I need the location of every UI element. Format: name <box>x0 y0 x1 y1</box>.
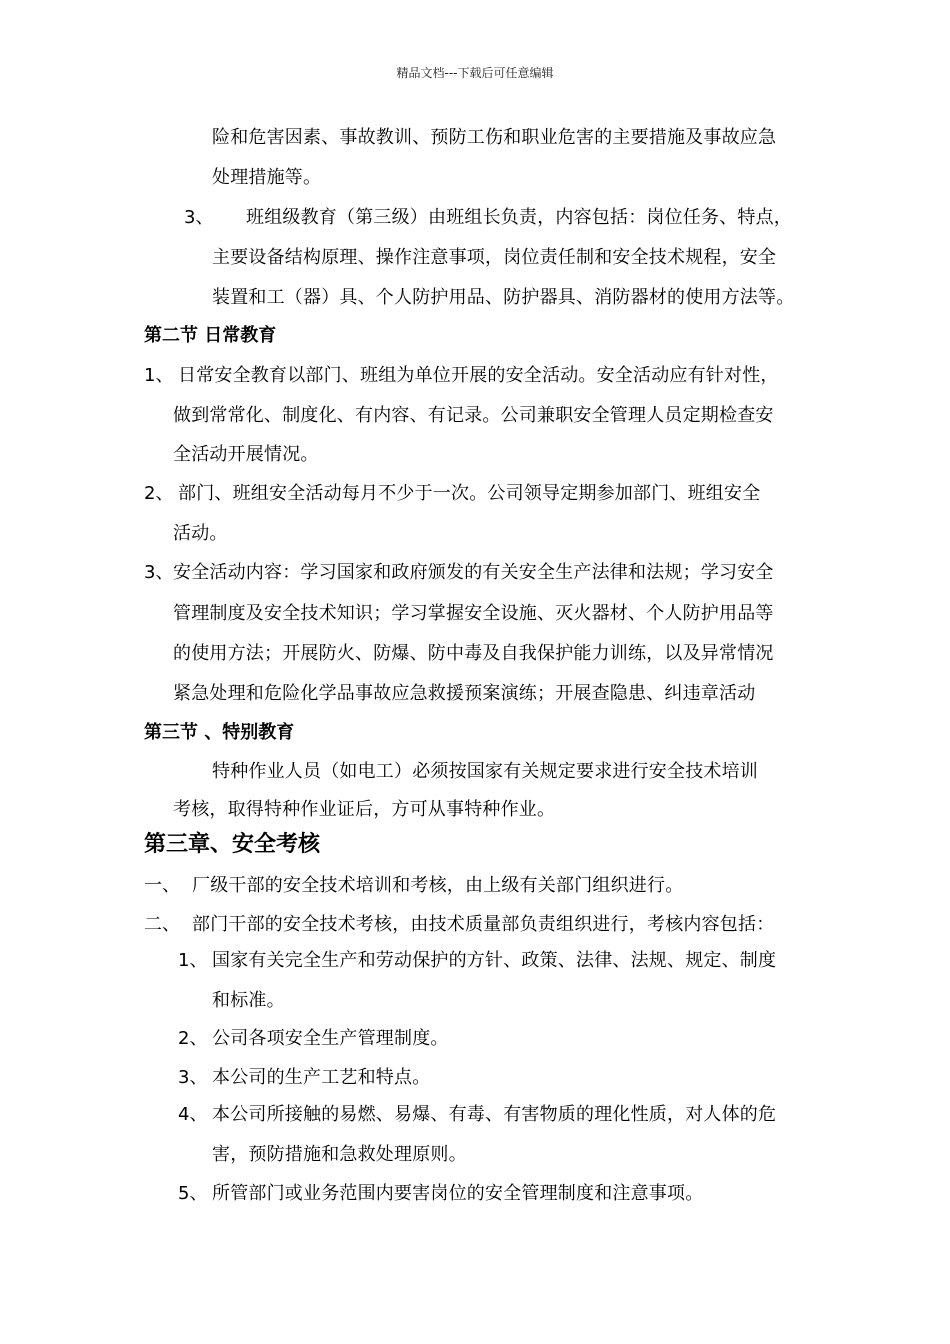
paragraph-line: 考核，取得特种作业证后，方可从事特种作业。 <box>173 799 556 820</box>
list-number: 一、 <box>144 875 180 896</box>
list-item-line: 和标准。 <box>212 990 285 1011</box>
list-item-line: 班组级教育（第三级）由班组长负责，内容包括：岗位任务、特点， <box>246 207 792 228</box>
list-number: 5、 <box>178 1183 208 1204</box>
list-number: 1、 <box>144 365 174 386</box>
list-item-line: 日常安全教育以部门、班组为单位开展的安全活动。安全活动应有针对性， <box>178 365 779 386</box>
list-number: 3、 <box>178 1067 208 1088</box>
list-item-line: 做到常常化、制度化、有内容、有记录。公司兼职安全管理人员定期检查安 <box>173 405 774 426</box>
list-item-line: 公司各项安全生产管理制度。 <box>212 1028 449 1049</box>
list-item-line: 本公司所接触的易燃、易爆、有毒、有害物质的理化性质，对人体的危 <box>212 1104 777 1125</box>
section-heading: 第三节 、特别教育 <box>144 722 295 743</box>
list-item-line: 国家有关完全生产和劳动保护的方针、政策、法律、法规、规定、制度 <box>212 950 777 971</box>
list-number: 二、 <box>144 914 180 935</box>
page-header: 精品文档---下载后可任意编辑 <box>396 66 554 80</box>
section-heading: 第二节 日常教育 <box>144 325 277 346</box>
list-number: 3、 <box>184 207 214 228</box>
list-item-line: 部门、班组安全活动每月不少于一次。公司领导定期参加部门、班组安全 <box>178 483 761 504</box>
list-item-line: 部门干部的安全技术考核，由技术质量部负责组织进行，考核内容包括： <box>192 914 775 935</box>
list-item-line: 所管部门或业务范围内要害岗位的安全管理制度和注意事项。 <box>212 1183 704 1204</box>
list-item-line: 主要设备结构原理、操作注意事项，岗位责任制和安全技术规程，安全 <box>212 247 777 268</box>
chapter-heading: 第三章、安全考核 <box>144 832 321 857</box>
list-number: 2、 <box>178 1028 208 1049</box>
list-item-line: 紧急处理和危险化学品事故应急救援预案演练；开展查隐患、纠违章活动 <box>173 683 756 704</box>
list-item-line: 装置和工（器）具、个人防护用品、防护器具、消防器材的使用方法等。 <box>212 287 795 308</box>
list-item-line: 管理制度及安全技术知识；学习掌握安全设施、灭火器材、个人防护用品等 <box>173 603 774 624</box>
list-number: 4、 <box>178 1104 208 1125</box>
list-item-line: 的使用方法；开展防火、防爆、防中毒及自我保护能力训练，以及异常情况 <box>173 643 774 664</box>
list-item-line: 本公司的生产工艺和特点。 <box>212 1067 431 1088</box>
paragraph-line: 处理措施等。 <box>212 167 322 188</box>
list-item-line: 全活动开展情况。 <box>173 444 319 465</box>
paragraph-line: 特种作业人员（如电工）必须按国家有关规定要求进行安全技术培训 <box>212 761 758 782</box>
list-item-line: 厂级干部的安全技术培训和考核，由上级有关部门组织进行。 <box>192 875 684 896</box>
list-number: 1、 <box>178 950 208 971</box>
list-number: 2、 <box>144 483 174 504</box>
paragraph-line: 险和危害因素、事故教训、预防工伤和职业危害的主要措施及事故应急 <box>212 127 777 148</box>
list-item-line: 活动。 <box>173 523 228 544</box>
list-number: 3、 <box>144 562 174 583</box>
list-item-line: 安全活动内容：学习国家和政府颁发的有关安全生产法律和法规；学习安全 <box>173 562 774 583</box>
list-item-line: 害，预防措施和急救处理原则。 <box>212 1144 467 1165</box>
